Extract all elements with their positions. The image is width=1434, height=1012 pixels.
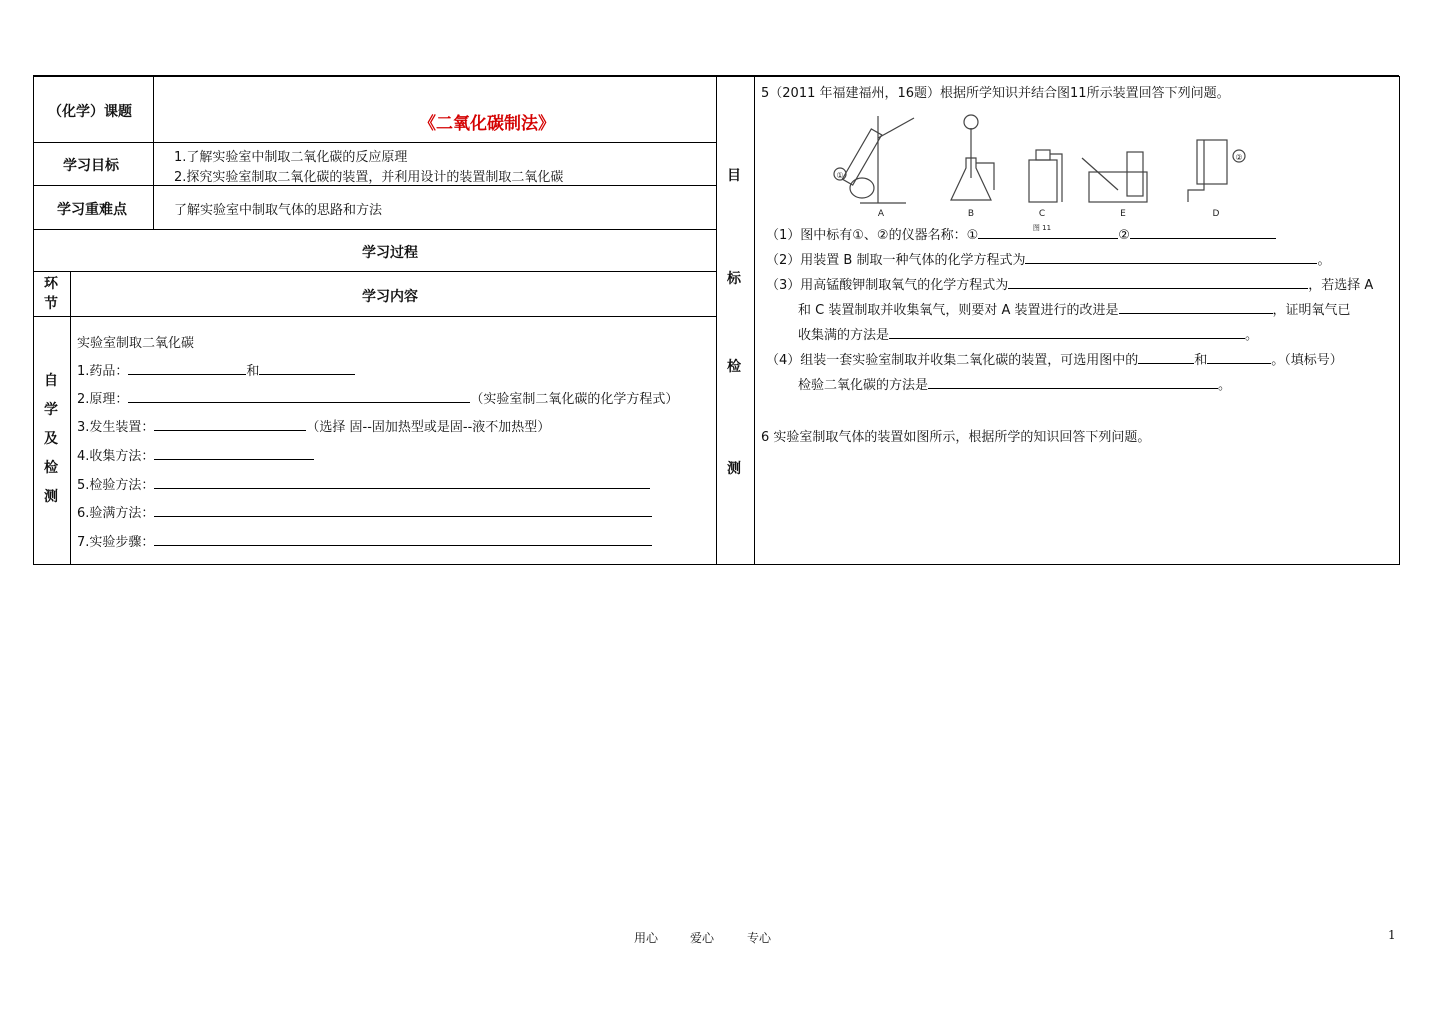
blank-line[interactable]: [128, 360, 246, 375]
segment-char: 环: [44, 276, 58, 292]
question-text: （4）组装一套实验室制取并收集二氧化碳的装置，可选用图中的: [766, 353, 1139, 368]
question-5-2: [766, 249, 1330, 268]
middle-label-char: 检: [727, 359, 741, 375]
item-label: 1.药品：: [77, 364, 129, 379]
item-collect: [77, 445, 314, 464]
blank-line[interactable]: [154, 531, 652, 546]
blank-line[interactable]: [978, 224, 1118, 239]
goal-item: 1.了解实验室中制取二氧化碳的反应原理: [174, 150, 408, 165]
item-label: 4.收集方法：: [77, 449, 155, 464]
figure-label: A: [877, 209, 885, 219]
item-label: 2.原理：: [77, 392, 129, 407]
blank-line[interactable]: [889, 324, 1245, 339]
segment-header: [41, 274, 61, 314]
content-intro: 实验室制取二氧化碳: [77, 336, 195, 351]
item-drug: [77, 360, 355, 379]
question-text: ，若选择 A: [1308, 278, 1374, 293]
vertical-char: 及: [44, 431, 58, 447]
self-study-vertical-label: [41, 367, 61, 512]
footer-motto: 用心: [634, 931, 659, 945]
question-5-1: [766, 224, 1276, 243]
apparatus-figure: [826, 108, 1256, 232]
question-6: 6 实验室制取气体的装置如图所示，根据所学的知识回答下列问题。: [761, 430, 1151, 445]
key-text: 了解实验室中制取气体的思路和方法: [174, 203, 383, 218]
question-text: 。: [1218, 378, 1232, 393]
item-note: （选择 固--固加热型或是固--液不加热型）: [306, 420, 551, 435]
blank-line[interactable]: [154, 474, 650, 489]
figure-label: E: [1120, 209, 1126, 219]
item-test: [77, 474, 650, 493]
question-text: 。（填标号）: [1271, 353, 1343, 368]
figure-mark: ②: [1235, 153, 1243, 162]
figure-label: C: [1038, 209, 1046, 219]
middle-label-char: 标: [727, 271, 741, 287]
item-label: 5.检验方法：: [77, 478, 155, 493]
question-text: 。: [1317, 253, 1331, 268]
question-text: 收集满的方法是: [798, 328, 890, 343]
item-full: [77, 502, 652, 521]
process-label: 学习过程: [362, 245, 418, 261]
blank-line[interactable]: [1138, 349, 1194, 364]
col-divider: [70, 271, 71, 565]
vertical-char: 自: [44, 373, 58, 389]
col-divider: [153, 76, 154, 230]
blank-line[interactable]: [1207, 349, 1271, 364]
question-5-intro: 5（2011 年福建福州，16题）根据所学知识并结合图11所示装置回答下列问题。: [761, 86, 1230, 101]
item-device: [77, 416, 550, 435]
item-principle: [77, 388, 678, 407]
subject-label: （化学）课题: [48, 104, 132, 120]
figure-label: B: [967, 209, 975, 219]
question-text: （1）图中标有①、②的仪器名称：①: [766, 228, 979, 243]
question-text: ②: [1118, 228, 1130, 243]
question-text: （3）用高锰酸钾制取氧气的化学方程式为: [766, 278, 1009, 293]
middle-label-char: 目: [727, 168, 741, 184]
item-label: 和: [246, 364, 260, 379]
blank-line[interactable]: [1025, 249, 1317, 264]
question-5-3c: [798, 324, 1258, 343]
blank-line[interactable]: [154, 502, 652, 517]
item-note: （实验室制二氧化碳的化学方程式）: [470, 392, 679, 407]
blank-line[interactable]: [928, 374, 1218, 389]
row-divider: [33, 142, 717, 143]
blank-line[interactable]: [1008, 274, 1308, 289]
blank-line[interactable]: [1119, 299, 1273, 314]
question-5-3b: [798, 299, 1351, 318]
row-divider: [33, 271, 717, 272]
table-left-border: [33, 76, 34, 565]
question-text: （2）用装置 B 制取一种气体的化学方程式为: [766, 253, 1026, 268]
blank-line[interactable]: [154, 445, 314, 460]
blank-line[interactable]: [259, 360, 355, 375]
footer-motto: 专心: [747, 931, 772, 945]
content-header: 学习内容: [362, 289, 418, 305]
figure-mark: ①: [836, 171, 844, 180]
goal-item: 2.探究实验室制取二氧化碳的装置，并利用设计的装置制取二氧化碳: [174, 170, 564, 185]
page-title: 《二氧化碳制法》: [419, 114, 555, 134]
middle-label-char: 测: [727, 461, 741, 477]
figure-caption: 图 11: [1032, 224, 1052, 232]
blank-line[interactable]: [1130, 224, 1276, 239]
key-label: 学习重难点: [57, 202, 127, 218]
figure-label: D: [1212, 209, 1220, 219]
question-text: 和 C 装置制取并收集氧气，则要对 A 装置进行的改进是: [798, 303, 1119, 318]
blank-line[interactable]: [154, 416, 306, 431]
vertical-char: 测: [44, 489, 58, 505]
question-5-3a: [766, 274, 1373, 293]
table-right-border: [1399, 76, 1400, 565]
question-5-4b: [798, 374, 1231, 393]
vertical-char: 学: [44, 402, 58, 418]
page-number: 1: [1388, 928, 1396, 942]
question-5-4a: [766, 349, 1343, 368]
row-divider: [33, 185, 717, 186]
vertical-char: 检: [44, 460, 58, 476]
item-label: 3.发生装置：: [77, 420, 155, 435]
item-steps: [77, 531, 652, 550]
question-text: 检验二氧化碳的方法是: [798, 378, 929, 393]
blank-line[interactable]: [128, 388, 470, 403]
footer-motto: 爱心: [690, 931, 715, 945]
item-label: 6.验满方法：: [77, 506, 155, 521]
segment-char: 节: [44, 296, 58, 312]
row-divider: [33, 229, 717, 230]
row-divider: [33, 316, 717, 317]
question-text: ，证明氧气已: [1272, 303, 1351, 318]
question-text: 和: [1194, 353, 1208, 368]
divider-left-middle: [716, 76, 717, 565]
item-label: 7.实验步骤：: [77, 535, 155, 550]
goal-label: 学习目标: [63, 158, 119, 174]
divider-middle-right: [754, 76, 755, 565]
question-text: 。: [1245, 328, 1259, 343]
